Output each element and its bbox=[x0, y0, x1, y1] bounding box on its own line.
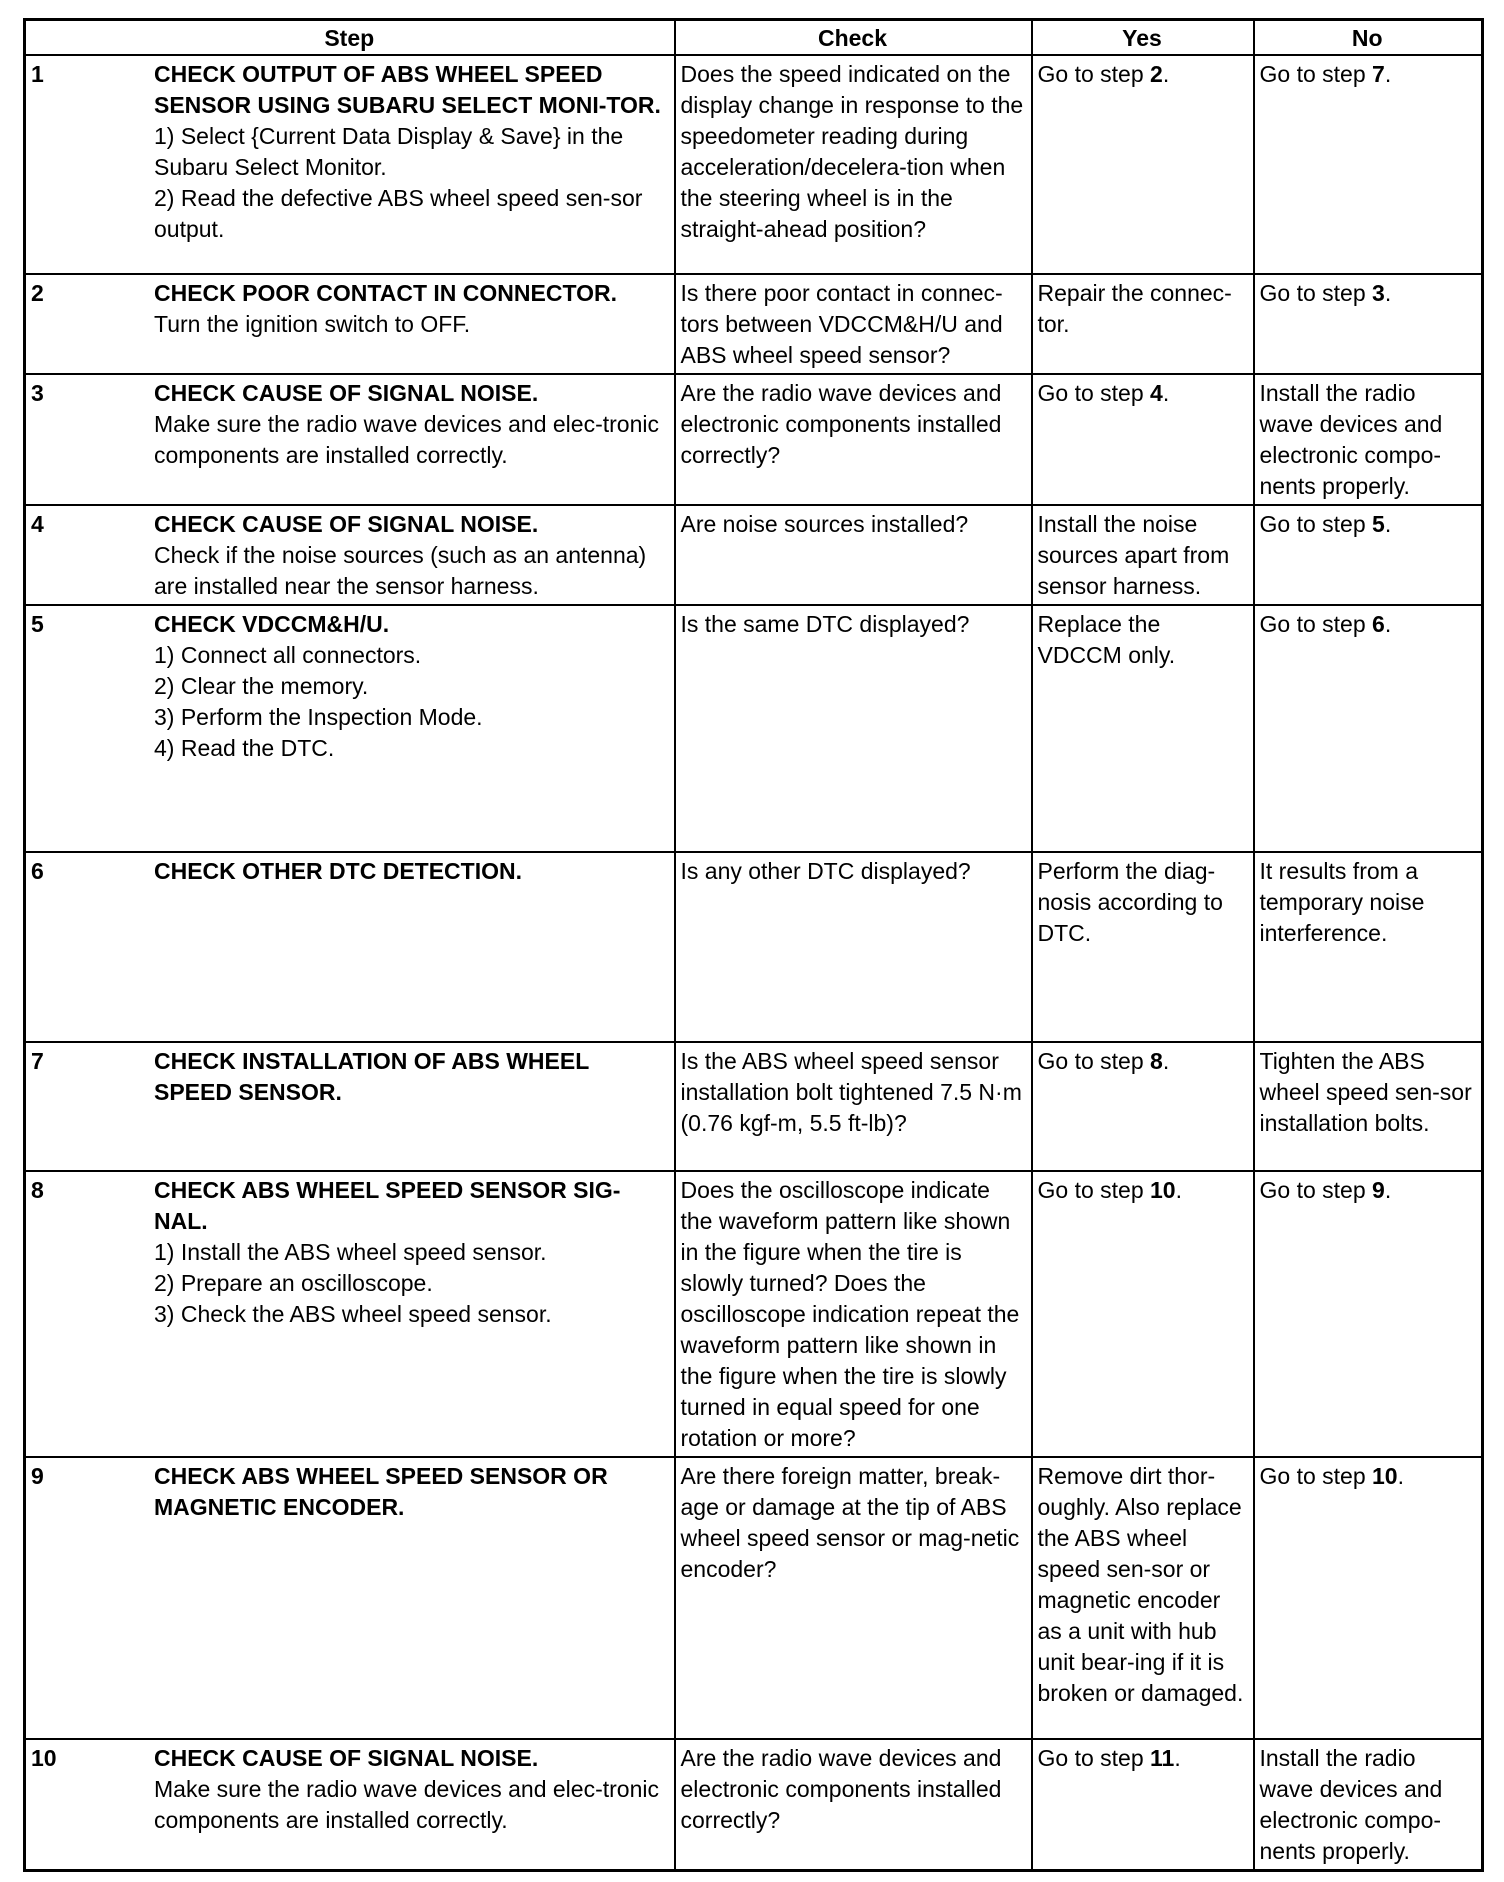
table-row bbox=[25, 1739, 1483, 1871]
step-title: CHECK ABS WHEEL SPEED SENSOR OR MAGNETIC ENCODER. bbox=[154, 1463, 608, 1520]
step-number: 1 bbox=[31, 61, 44, 87]
no-cell bbox=[1254, 605, 1483, 852]
step-title: CHECK INSTALLATION OF ABS WHEEL SPEED SENSOR. bbox=[154, 1048, 589, 1105]
no-text: It results from a temporary noise interference. bbox=[1259, 858, 1425, 946]
no-step-number: 9 bbox=[1372, 1177, 1385, 1203]
step-instruction: Make sure the radio wave devices and elec-tronic components are installed correctly. bbox=[154, 411, 659, 468]
yes-step-number: 11 bbox=[1150, 1745, 1175, 1771]
no-text: Go to step bbox=[1259, 61, 1373, 87]
step-cell bbox=[25, 1171, 675, 1457]
step-instruction: 4) Read the DTC. bbox=[154, 735, 335, 761]
step-number: 2 bbox=[31, 280, 44, 306]
no-step-number: 7 bbox=[1372, 61, 1385, 87]
no-suffix: . bbox=[1384, 511, 1392, 537]
yes-suffix: . bbox=[1174, 1745, 1181, 1771]
step-title: CHECK CAUSE OF SIGNAL NOISE. bbox=[154, 380, 539, 406]
header-row bbox=[25, 20, 1483, 56]
step-instruction: 1) Connect all connectors. bbox=[154, 642, 422, 668]
check-cell: Are there foreign matter, break-age or damage at the tip of ABS wheel speed sensor or mag-netic encoder? bbox=[675, 1457, 1032, 1739]
no-text: Go to step bbox=[1259, 611, 1373, 637]
yes-cell bbox=[1032, 852, 1254, 1042]
no-cell bbox=[1254, 55, 1483, 274]
no-text: Go to step bbox=[1259, 511, 1373, 537]
step-title: CHECK CAUSE OF SIGNAL NOISE. bbox=[154, 1745, 539, 1771]
step-instruction: 3) Check the ABS wheel speed sensor. bbox=[154, 1301, 552, 1327]
header-check: Check bbox=[675, 20, 1032, 56]
no-step-number: 10 bbox=[1372, 1463, 1398, 1489]
yes-step-number: 4 bbox=[1150, 380, 1163, 406]
no-text: Tighten the ABS wheel speed sen-sor installation bolts. bbox=[1259, 1048, 1472, 1136]
no-suffix: . bbox=[1384, 1177, 1392, 1203]
no-cell bbox=[1254, 1171, 1483, 1457]
yes-text: Go to step bbox=[1037, 1745, 1151, 1771]
step-cell bbox=[25, 852, 675, 1042]
step-instruction: 1) Install the ABS wheel speed sensor. bbox=[154, 1239, 547, 1265]
no-step-number: 6 bbox=[1372, 611, 1385, 637]
table-row bbox=[25, 374, 1483, 505]
check-cell: Does the speed indicated on the display change in response to the speedometer reading during acceleration/decelera-tion when the steering wheel is in the straight-ahead position? bbox=[675, 55, 1032, 274]
step-number: 6 bbox=[31, 858, 44, 884]
table-row bbox=[25, 1042, 1483, 1171]
yes-cell bbox=[1032, 1171, 1254, 1457]
no-text: Go to step bbox=[1259, 1177, 1373, 1203]
step-title: CHECK POOR CONTACT IN CONNECTOR. bbox=[154, 280, 617, 306]
step-instruction: Check if the noise sources (such as an antenna) are installed near the sensor harness. bbox=[154, 542, 647, 599]
step-cell bbox=[25, 274, 675, 374]
no-text: Go to step bbox=[1259, 280, 1373, 306]
yes-cell bbox=[1032, 505, 1254, 605]
yes-cell bbox=[1032, 1042, 1254, 1171]
no-step-number: 3 bbox=[1372, 280, 1385, 306]
yes-text: Install the noise sources apart from sensor harness. bbox=[1037, 511, 1230, 599]
step-number: 3 bbox=[31, 380, 44, 406]
no-cell bbox=[1254, 852, 1483, 1042]
yes-suffix: . bbox=[1162, 1048, 1170, 1074]
table-row bbox=[25, 852, 1483, 1042]
step-cell bbox=[25, 374, 675, 505]
header-step: Step bbox=[25, 20, 675, 56]
step-instruction: 2) Prepare an oscilloscope. bbox=[154, 1270, 433, 1296]
no-cell bbox=[1254, 374, 1483, 505]
yes-suffix: . bbox=[1162, 61, 1170, 87]
table-row bbox=[25, 274, 1483, 374]
step-title: CHECK ABS WHEEL SPEED SENSOR SIG-NAL. bbox=[154, 1177, 621, 1234]
step-number: 9 bbox=[31, 1463, 44, 1489]
check-cell: Is the ABS wheel speed sensor installation bolt tightened 7.5 N·m (0.76 kgf-m, 5.5 ft-lb)? bbox=[675, 1042, 1032, 1171]
no-suffix: . bbox=[1384, 61, 1392, 87]
yes-cell bbox=[1032, 1457, 1254, 1739]
yes-cell bbox=[1032, 1739, 1254, 1871]
step-cell bbox=[25, 1457, 675, 1739]
yes-text: Repair the connec-tor. bbox=[1037, 280, 1232, 337]
yes-text: Perform the diag-nosis according to DTC. bbox=[1037, 858, 1223, 946]
step-instruction: 3) Perform the Inspection Mode. bbox=[154, 704, 483, 730]
no-text: Go to step bbox=[1259, 1463, 1373, 1489]
check-cell: Are the radio wave devices and electronic components installed correctly? bbox=[675, 374, 1032, 505]
table-row bbox=[25, 1171, 1483, 1457]
step-title: CHECK VDCCM&H/U. bbox=[154, 611, 390, 637]
no-step-number: 5 bbox=[1372, 511, 1385, 537]
step-cell bbox=[25, 55, 675, 274]
yes-text: Replace the VDCCM only. bbox=[1037, 611, 1176, 668]
diagnostic-table bbox=[23, 18, 1484, 1872]
step-instruction: 2) Read the defective ABS wheel speed sen-sor output. bbox=[154, 185, 643, 242]
yes-text: Remove dirt thor-oughly. Also replace the ABS wheel speed sen-sor or magnetic encoder as a unit with hub unit bear-ing if it is broken or damaged. bbox=[1037, 1463, 1244, 1706]
step-title: CHECK CAUSE OF SIGNAL NOISE. bbox=[154, 511, 539, 537]
yes-step-number: 2 bbox=[1150, 61, 1163, 87]
check-cell: Does the oscilloscope indicate the waveform pattern like shown in the figure when the tire is slowly turned? Does the oscilloscope indication repeat the waveform pattern like shown in the figure when the tire is slowly turned in equal speed for one rotation or more? bbox=[675, 1171, 1032, 1457]
step-instruction: Make sure the radio wave devices and elec-tronic components are installed correctly. bbox=[154, 1776, 659, 1833]
yes-cell bbox=[1032, 55, 1254, 274]
header-yes: Yes bbox=[1032, 20, 1254, 56]
yes-step-number: 8 bbox=[1150, 1048, 1163, 1074]
no-cell bbox=[1254, 1042, 1483, 1171]
no-text: Install the radio wave devices and electronic compo-nents properly. bbox=[1259, 1745, 1443, 1864]
yes-suffix: . bbox=[1175, 1177, 1182, 1203]
header-no: No bbox=[1254, 20, 1483, 56]
step-title: CHECK OUTPUT OF ABS WHEEL SPEED SENSOR USING SUBARU SELECT MONI-TOR. bbox=[154, 61, 661, 118]
no-cell bbox=[1254, 1457, 1483, 1739]
no-suffix: . bbox=[1384, 611, 1392, 637]
step-cell bbox=[25, 505, 675, 605]
yes-cell bbox=[1032, 274, 1254, 374]
step-instruction: 2) Clear the memory. bbox=[154, 673, 369, 699]
table-row bbox=[25, 1457, 1483, 1739]
step-title: CHECK OTHER DTC DETECTION. bbox=[154, 858, 522, 884]
step-number: 7 bbox=[31, 1048, 44, 1074]
table-row bbox=[25, 605, 1483, 852]
yes-cell bbox=[1032, 605, 1254, 852]
yes-text: Go to step bbox=[1037, 61, 1151, 87]
step-number: 8 bbox=[31, 1177, 44, 1203]
step-instruction: Turn the ignition switch to OFF. bbox=[154, 311, 471, 337]
table-row bbox=[25, 505, 1483, 605]
no-cell bbox=[1254, 274, 1483, 374]
no-suffix: . bbox=[1384, 280, 1392, 306]
yes-text: Go to step bbox=[1037, 380, 1151, 406]
check-cell: Is the same DTC displayed? bbox=[675, 605, 1032, 852]
no-cell bbox=[1254, 1739, 1483, 1871]
no-suffix: . bbox=[1397, 1463, 1404, 1489]
step-number: 10 bbox=[31, 1745, 57, 1771]
yes-step-number: 10 bbox=[1150, 1177, 1176, 1203]
no-cell bbox=[1254, 505, 1483, 605]
yes-text: Go to step bbox=[1037, 1177, 1151, 1203]
step-instruction: 1) Select {Current Data Display & Save} in the Subaru Select Monitor. bbox=[154, 123, 624, 180]
step-cell bbox=[25, 605, 675, 852]
step-cell bbox=[25, 1739, 675, 1871]
yes-cell bbox=[1032, 374, 1254, 505]
no-text: Install the radio wave devices and electronic compo-nents properly. bbox=[1259, 380, 1443, 499]
step-cell bbox=[25, 1042, 675, 1171]
check-cell: Is there poor contact in connec-tors between VDCCM&H/U and ABS wheel speed sensor? bbox=[675, 274, 1032, 374]
check-cell: Are the radio wave devices and electronic components installed correctly? bbox=[675, 1739, 1032, 1871]
step-number: 5 bbox=[31, 611, 44, 637]
check-cell: Is any other DTC displayed? bbox=[675, 852, 1032, 1042]
table-row bbox=[25, 55, 1483, 274]
yes-text: Go to step bbox=[1037, 1048, 1151, 1074]
step-number: 4 bbox=[31, 511, 44, 537]
check-cell: Are noise sources installed? bbox=[675, 505, 1032, 605]
yes-suffix: . bbox=[1162, 380, 1170, 406]
